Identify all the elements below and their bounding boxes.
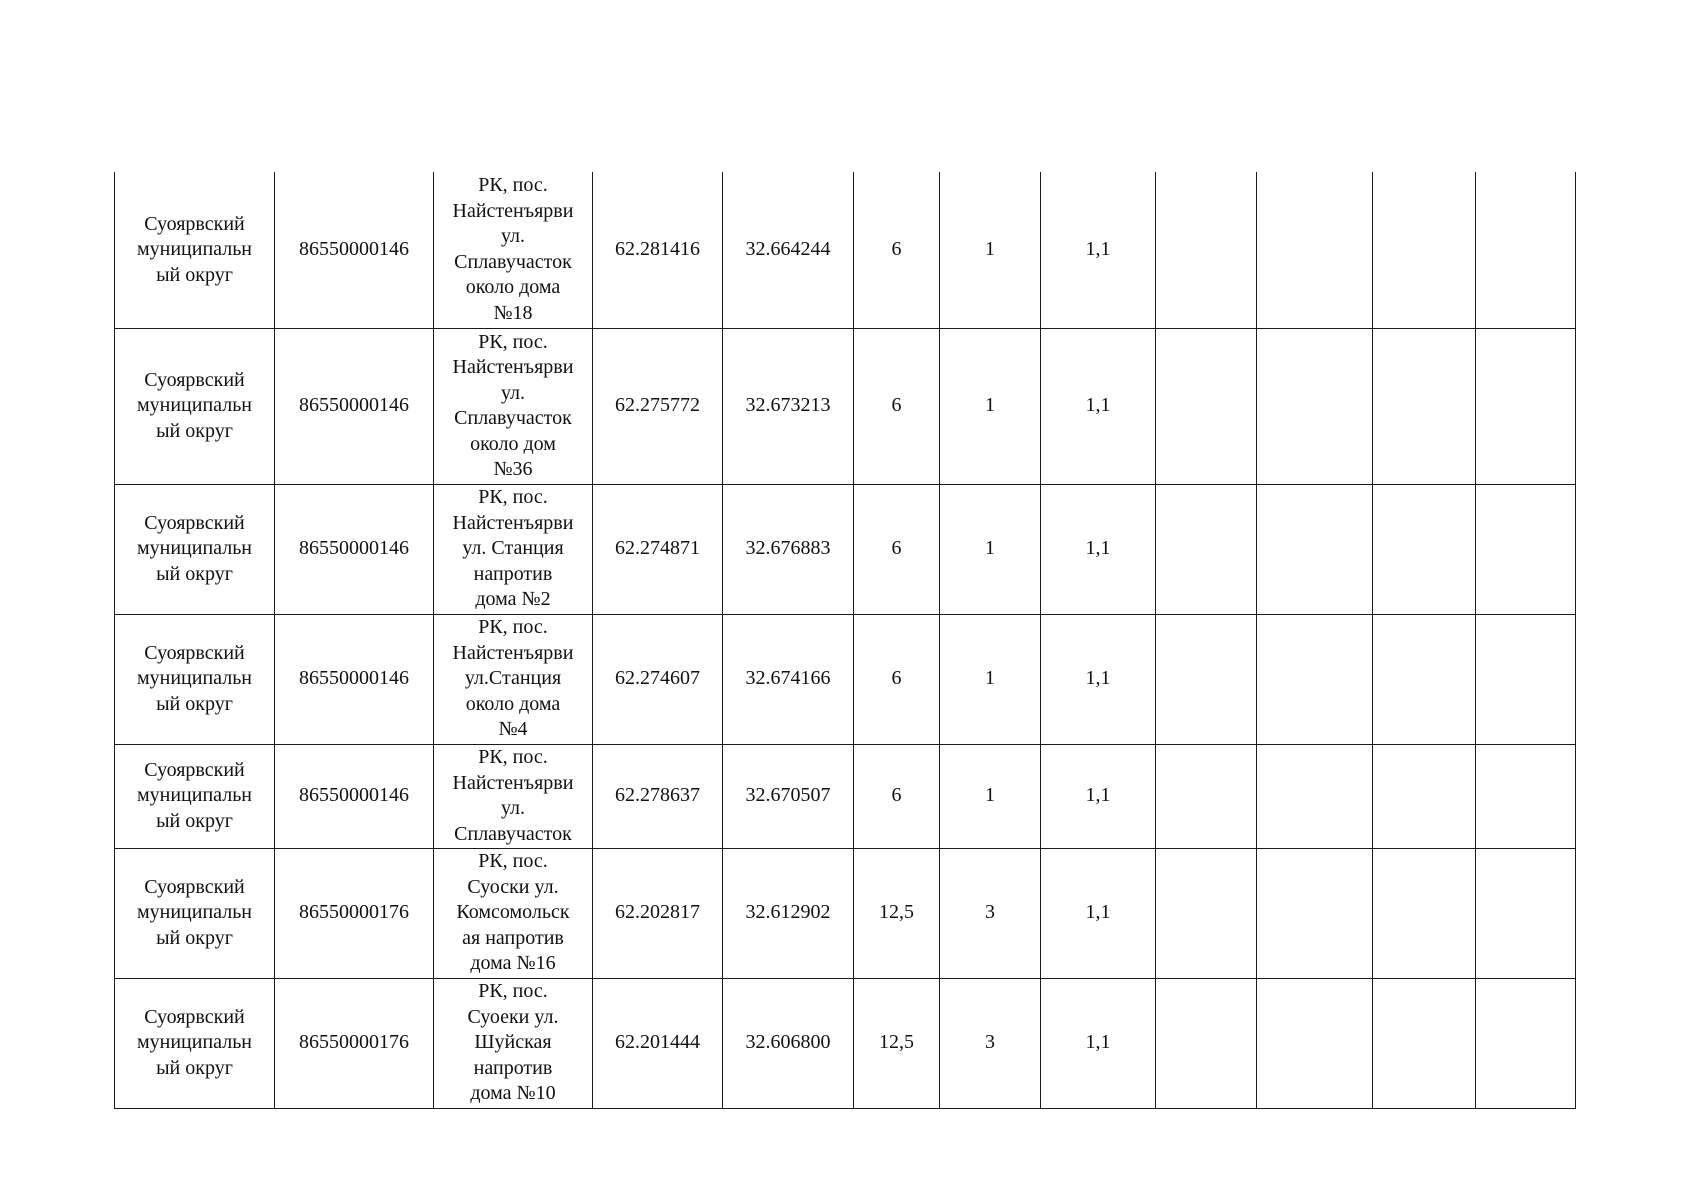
district-cell: Суоярвский муниципальн ый округ [115,744,275,848]
address-cell: РК, пос. Найстенъярви ул. Сплавучасток [434,744,593,848]
volume-cell: 1,1 [1041,978,1156,1108]
district-cell: Суоярвский муниципальн ый округ [115,978,275,1108]
address-cell: РК, пос. Найстенъярви ул. Сплавучасток около дома №18 [434,172,593,328]
area-cell: 12,5 [854,848,940,978]
empty-cell [1257,848,1373,978]
address-cell: РК, пос. Суоеки ул. Шуйская напротив дома №10 [434,978,593,1108]
containers-cell: 1 [940,614,1041,744]
oktmo-cell: 86550000176 [275,848,434,978]
longitude-cell: 32.606800 [723,978,854,1108]
empty-cell [1156,172,1257,328]
empty-cell [1476,484,1576,614]
volume-cell: 1,1 [1041,484,1156,614]
volume-cell: 1,1 [1041,848,1156,978]
latitude-cell: 62.275772 [593,328,723,484]
empty-cell [1257,172,1373,328]
district-cell: Суоярвский муниципальн ый округ [115,614,275,744]
empty-cell [1257,744,1373,848]
volume-cell: 1,1 [1041,172,1156,328]
empty-cell [1156,328,1257,484]
empty-cell [1156,744,1257,848]
empty-cell [1476,848,1576,978]
longitude-cell: 32.612902 [723,848,854,978]
latitude-cell: 62.281416 [593,172,723,328]
oktmo-cell: 86550000176 [275,978,434,1108]
containers-cell: 1 [940,744,1041,848]
longitude-cell: 32.676883 [723,484,854,614]
empty-cell [1373,744,1476,848]
address-cell: РК, пос. Найстенъярви ул.Станция около дома №4 [434,614,593,744]
empty-cell [1476,978,1576,1108]
oktmo-cell: 86550000146 [275,172,434,328]
latitude-cell: 62.201444 [593,978,723,1108]
district-cell: Суоярвский муниципальн ый округ [115,328,275,484]
table-row [115,172,1576,328]
oktmo-cell: 86550000146 [275,328,434,484]
area-cell: 6 [854,328,940,484]
empty-cell [1476,614,1576,744]
oktmo-cell: 86550000146 [275,614,434,744]
longitude-cell: 32.664244 [723,172,854,328]
empty-cell [1373,614,1476,744]
empty-cell [1156,614,1257,744]
longitude-cell: 32.673213 [723,328,854,484]
address-cell: РК, пос. Найстенъярви ул. Станция напротив дома №2 [434,484,593,614]
table-row [115,614,1576,744]
address-cell: РК, пос. Суоски ул. Комсомольск ая напротив дома №16 [434,848,593,978]
area-cell: 12,5 [854,978,940,1108]
volume-cell: 1,1 [1041,328,1156,484]
district-cell: Суоярвский муниципальн ый округ [115,848,275,978]
waste-sites-table [114,172,1576,1109]
address-cell: РК, пос. Найстенъярви ул. Сплавучасток около дом №36 [434,328,593,484]
table-row [115,848,1576,978]
containers-cell: 1 [940,172,1041,328]
containers-cell: 3 [940,848,1041,978]
oktmo-cell: 86550000146 [275,484,434,614]
latitude-cell: 62.202817 [593,848,723,978]
area-cell: 6 [854,484,940,614]
area-cell: 6 [854,172,940,328]
latitude-cell: 62.278637 [593,744,723,848]
empty-cell [1257,328,1373,484]
latitude-cell: 62.274871 [593,484,723,614]
empty-cell [1476,172,1576,328]
containers-cell: 1 [940,328,1041,484]
latitude-cell: 62.274607 [593,614,723,744]
containers-cell: 1 [940,484,1041,614]
table-row [115,484,1576,614]
district-cell: Суоярвский муниципальн ый округ [115,484,275,614]
empty-cell [1373,978,1476,1108]
volume-cell: 1,1 [1041,744,1156,848]
empty-cell [1257,614,1373,744]
empty-cell [1373,848,1476,978]
containers-cell: 3 [940,978,1041,1108]
empty-cell [1257,978,1373,1108]
empty-cell [1476,328,1576,484]
table-row [115,978,1576,1108]
empty-cell [1257,484,1373,614]
empty-cell [1373,484,1476,614]
table-row [115,328,1576,484]
volume-cell: 1,1 [1041,614,1156,744]
longitude-cell: 32.674166 [723,614,854,744]
empty-cell [1156,978,1257,1108]
area-cell: 6 [854,614,940,744]
oktmo-cell: 86550000146 [275,744,434,848]
empty-cell [1373,328,1476,484]
empty-cell [1476,744,1576,848]
longitude-cell: 32.670507 [723,744,854,848]
empty-cell [1156,484,1257,614]
empty-cell [1373,172,1476,328]
district-cell: Суоярвский муниципальн ый округ [115,172,275,328]
area-cell: 6 [854,744,940,848]
empty-cell [1156,848,1257,978]
table-row [115,744,1576,848]
